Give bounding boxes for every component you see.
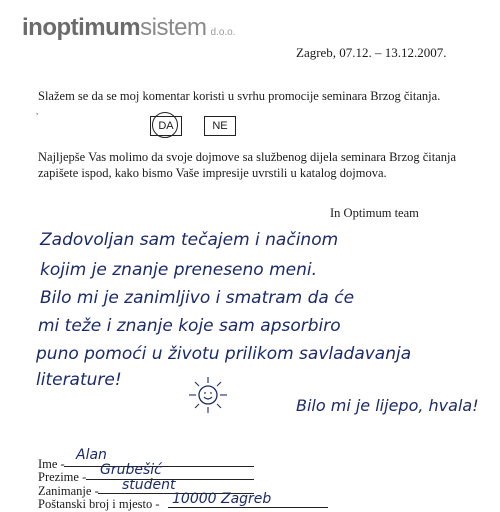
sun-doodle-icon [186,375,230,415]
consent-no-label: NE [212,120,228,132]
selection-circle-mark [152,112,178,138]
handwritten-closing: Bilo mi je lijepo, hvala! [296,396,479,415]
logo-regular-text: sistem [140,14,207,41]
handwritten-line: mi teže i znanje koje sam apsorbiro [38,316,341,336]
handwritten-line: kojim je znanje preneseno meni. [40,260,318,280]
ime-value: Alan [76,447,107,463]
tick-mark: , [36,106,39,116]
ime-label: Ime - [38,457,65,471]
consent-yes-label: DA [158,120,174,132]
handwritten-line: Zadovoljan sam tečajem i načinom [40,230,339,250]
prezime-value: Grubešić [100,462,162,478]
prezime-label: Prezime - [38,470,87,484]
zanimanje-value: student [122,477,176,493]
request-paragraph: Najljepše Vas molimo da svoje dojmove sa službenog dijela seminara Brzog čitanja zapišete ispod, kako bismo Vaše impresije uvrstili u katalog dojmova. [38,150,457,180]
logo-suffix: d.o.o. [210,27,236,38]
postanski-underline [168,507,328,508]
zanimanje-label: Zanimanje - [38,484,99,498]
postanski-value: 10000 Zagreb [172,491,272,507]
team-signature: In Optimum team [330,206,419,220]
logo-bold-text: inoptimum [22,14,141,41]
handwritten-line: puno pomoći u životu prilikom savladavanja [36,344,412,364]
consent-statement: Slažem se da se moj komentar koristi u svrhu promocije seminara Brzog čitanja. [38,89,441,103]
consent-no-box[interactable] [204,116,236,136]
postanski-label: Poštanski broj i mjesto - [38,497,160,511]
handwritten-line: Bilo mi je zanimljivo i smatram da će [40,288,355,308]
document-date: Zagreb, 07.12. – 13.12.2007. [296,45,447,60]
company-logo [22,14,236,42]
handwritten-line: literature! [36,370,122,390]
